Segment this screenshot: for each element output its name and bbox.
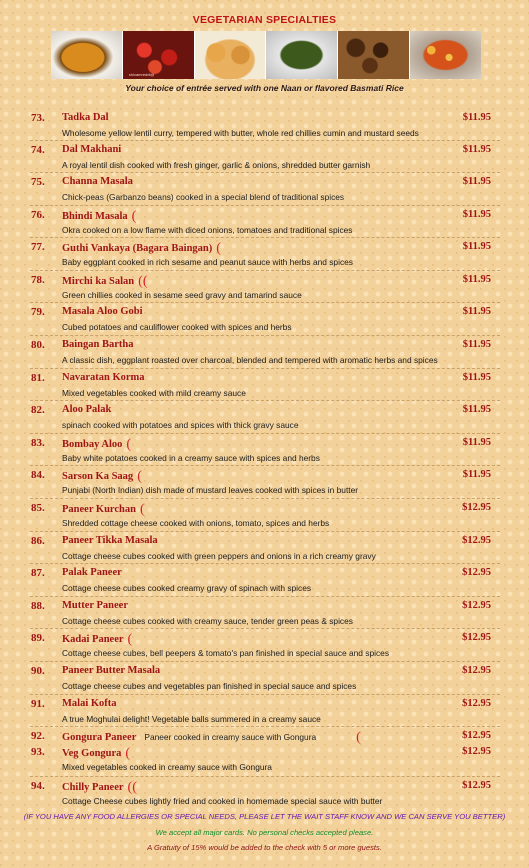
item-price: $11.95 (462, 176, 491, 187)
item-price: $11.95 (462, 112, 491, 123)
item-price: $11.95 (462, 437, 491, 448)
item-price: $11.95 (462, 306, 491, 317)
item-price: $12.95 (462, 567, 491, 578)
item-name (62, 372, 145, 383)
item-price: $11.95 (462, 404, 491, 415)
item-name-text: Mirchi ka Salan (62, 276, 135, 287)
item-name-text: Palak Paneer (62, 567, 122, 578)
item-name (62, 780, 137, 796)
item-divider (30, 205, 500, 206)
menu-subtitle: Your choice of entrée served with one Naan or flavored Basmati Rice (125, 83, 404, 93)
item-number: 91. (31, 698, 45, 710)
item-description: Cottage cheese cubes, bell peepers & tomato's pan finished in special sauce and spices (62, 648, 390, 658)
item-divider (30, 433, 500, 434)
item-number: 89. (31, 632, 45, 644)
menu-item (0, 746, 529, 778)
menu-item (0, 241, 529, 273)
item-description: A royal lentil dish cooked with fresh ginger, garlic & onions, shredded butter garnish (62, 160, 371, 170)
item-number: 86. (31, 535, 45, 547)
item-number: 80. (31, 339, 45, 351)
item-number: 83. (31, 437, 45, 449)
item-price: $11.95 (462, 209, 491, 220)
palak-photo (266, 31, 338, 79)
allergy-notice: (IF YOU HAVE ANY FOOD ALLERGIES OR SPECIAL NEEDS, PLEASE LET THE WAIT STAFF KNOW AND WE CAN SERVE YOU BETTER) (23, 812, 506, 821)
item-name (62, 502, 145, 518)
item-description: Baby white potatoes cooked in a creamy sauce with spices and herbs (62, 453, 320, 463)
photo-watermark: shivamreddi@ (128, 72, 155, 77)
item-name (62, 144, 121, 155)
item-divider (30, 400, 500, 401)
item-name-text: Sarson Ka Saag (62, 471, 134, 482)
item-divider (30, 368, 500, 369)
chili-spicy-icon: ( (126, 437, 132, 452)
item-name-text: Mutter Paneer (62, 600, 128, 611)
item-name (62, 176, 133, 187)
item-price: $11.95 (462, 339, 491, 350)
eggplant-photo (338, 31, 410, 79)
item-description: Cottage cheese cubes cooked with green peppers and onions in a rich creamy gravy (62, 551, 376, 561)
item-description: Cubed potatoes and cauliflower cooked with spices and herbs (62, 322, 292, 332)
menu-item (0, 306, 529, 338)
item-name (62, 746, 130, 762)
item-number: 76. (31, 209, 45, 221)
item-number: 73. (31, 112, 45, 124)
item-price: $12.95 (462, 632, 491, 643)
item-price: $12.95 (462, 502, 491, 513)
item-number: 92. (31, 730, 45, 742)
menu-item (0, 665, 529, 697)
cards-notice: We accept all major cards. No personal checks accepted please. (155, 828, 374, 837)
item-name-text: Paneer Kurchan (62, 504, 136, 515)
item-divider (30, 465, 500, 466)
item-divider (30, 140, 500, 141)
item-description: Punjabi (North Indian) dish made of mustard leaves cooked with spices in butter (62, 485, 359, 495)
item-name (62, 241, 221, 257)
chili-spicy-icon: (( (127, 780, 137, 795)
item-number: 84. (31, 469, 45, 481)
item-description: Wholesome yellow lentil curry, tempered with butter, whole red chillies cumin and mustard seeds (62, 128, 419, 138)
item-price: $11.95 (462, 469, 491, 480)
kofta-photo (195, 31, 267, 79)
item-description: Cottage cheese cubes cooked with creamy sauce, tender green peas & spices (62, 616, 353, 626)
chili-spicy-icon: ( (140, 502, 145, 517)
item-price: $11.95 (462, 241, 491, 252)
item-divider (30, 172, 500, 173)
item-divider (30, 694, 500, 695)
item-divider (30, 563, 500, 564)
item-name-text: Paneer Tikka Masala (62, 535, 158, 546)
item-name (62, 632, 132, 648)
item-divider (30, 302, 500, 303)
item-description: Chick-peas (Garbanzo beans) cooked in a special blend of traditional spices (62, 192, 345, 202)
item-name-text: Veg Gongura (62, 748, 122, 759)
item-divider (30, 531, 500, 532)
item-name-text: Paneer Butter Masala (62, 665, 161, 676)
item-name-text: Navaratan Korma (62, 372, 145, 383)
item-number: 93. (31, 746, 45, 758)
item-price: $12.95 (462, 730, 491, 741)
item-name-text: Guthi Vankaya (Bagara Baingan) (62, 243, 213, 254)
item-number: 90. (31, 665, 45, 677)
item-name (62, 339, 133, 350)
chili-spicy-icon: ( (216, 241, 221, 256)
item-name-text: Bombay Aloo (62, 439, 123, 450)
item-description: A true Moghulai delight! Vegetable balls summered in a creamy sauce (62, 714, 321, 724)
item-name-text: Aloo Palak (62, 404, 112, 415)
item-name (62, 437, 131, 453)
item-name (62, 209, 136, 225)
item-divider (30, 726, 500, 727)
food-photo-strip (51, 31, 481, 79)
chana-photo (410, 31, 481, 79)
menu-item (0, 469, 529, 501)
item-name (62, 567, 122, 578)
item-description: Shredded cottage cheese cooked with onions, tomato, spices and herbs (62, 518, 330, 528)
item-price: $11.95 (462, 372, 491, 383)
item-description: A classic dish, eggplant roasted over charcoal, blended and tempered with aromatic herbs and spices (62, 355, 438, 365)
item-price: $12.95 (462, 780, 491, 791)
menu-item (0, 632, 529, 664)
menu-item (0, 339, 529, 371)
item-number: 74. (31, 144, 45, 156)
item-divider (30, 270, 500, 271)
item-description: Mixed vegetables cooked in creamy sauce with Gongura (62, 762, 272, 772)
item-name (62, 404, 111, 415)
item-description: Cottage cheese cubes and vegetables pan finished in special sauce and spices (62, 681, 357, 691)
item-name (62, 665, 160, 676)
item-price: $12.95 (462, 665, 491, 676)
item-description: Cottage Cheese cubes lightly fried and cooked in homemade special sauce with butter (62, 796, 383, 806)
item-divider (30, 661, 500, 662)
gratuity-notice: A Gratuity of 15% would be added to the check with 5 or more guests. (147, 843, 382, 852)
item-divider (30, 498, 500, 499)
chili-spicy-icon: (( (138, 274, 148, 289)
chili-spicy-icon: ( (131, 209, 137, 224)
item-name-text: Chilly Paneer (62, 782, 124, 793)
item-number: 77. (31, 241, 45, 253)
item-divider (30, 628, 500, 629)
item-number: 94. (31, 780, 45, 792)
item-divider (30, 596, 500, 597)
item-price: $11.95 (462, 274, 491, 285)
item-number: 82. (31, 404, 45, 416)
page-title: VEGETARIAN SPECIALTIES (192, 14, 337, 26)
item-name-text: Channa Masala (62, 176, 133, 187)
chili-spicy-icon: ( (356, 730, 361, 745)
item-divider (30, 335, 500, 336)
item-number: 85. (31, 502, 45, 514)
item-price: $11.95 (462, 144, 491, 155)
item-number: 78. (31, 274, 45, 286)
item-name (62, 600, 128, 611)
item-number: 81. (31, 372, 45, 384)
chilli-dish-photo (123, 31, 195, 79)
item-description: Cottage cheese cubes cooked creamy gravy of spinach with spices (62, 583, 312, 593)
item-description: Green chillies cooked in sesame seed gravy and tamarind sauce (62, 290, 302, 300)
item-name (62, 274, 147, 290)
item-name-text: Malai Kofta (62, 698, 117, 709)
item-divider (30, 776, 500, 777)
item-name (62, 112, 109, 123)
item-name-text: Tadka Dal (62, 112, 109, 123)
item-name (62, 698, 117, 709)
item-name (62, 469, 142, 485)
menu-item (0, 176, 529, 208)
item-price: $12.95 (462, 698, 491, 709)
item-description: Okra cooked on a low flame with diced onions, tomatoes and traditional spices (62, 225, 353, 235)
chili-spicy-icon: ( (127, 632, 133, 647)
item-number: 75. (31, 176, 45, 188)
dal-photo (51, 31, 123, 79)
item-number: 87. (31, 567, 45, 579)
item-name-text: Baingan Bartha (62, 339, 134, 350)
item-description: Paneer cooked in creamy sauce with Gongura (144, 732, 317, 742)
chili-spicy-icon: ( (137, 469, 142, 484)
item-price: $12.95 (462, 600, 491, 611)
menu-item (0, 502, 529, 534)
item-number: 79. (31, 306, 45, 318)
item-name-text: Masala Aloo Gobi (62, 306, 143, 317)
menu-item (0, 404, 529, 436)
item-description: spinach cooked with potatoes and spices with thick gravy sauce (62, 420, 299, 430)
item-price: $12.95 (462, 535, 491, 546)
item-name-text: Dal Makhani (62, 144, 122, 155)
item-name (62, 730, 361, 746)
item-number: 88. (31, 600, 45, 612)
item-name (62, 306, 143, 317)
item-name-text: Gongura Paneer (62, 732, 137, 743)
item-price: $12.95 (462, 746, 491, 757)
menu-item (0, 780, 529, 812)
item-name-text: Kadai Paneer (62, 634, 124, 645)
item-name-text: Bhindi Masala (62, 211, 128, 222)
item-description: Baby eggplant cooked in rich sesame and peanut sauce with herbs and spices (62, 257, 353, 267)
item-name (62, 535, 158, 546)
chili-spicy-icon: ( (125, 746, 131, 761)
item-divider (30, 237, 500, 238)
menu-item (0, 567, 529, 599)
item-description: Mixed vegetables cooked with mild creamy sauce (62, 388, 246, 398)
